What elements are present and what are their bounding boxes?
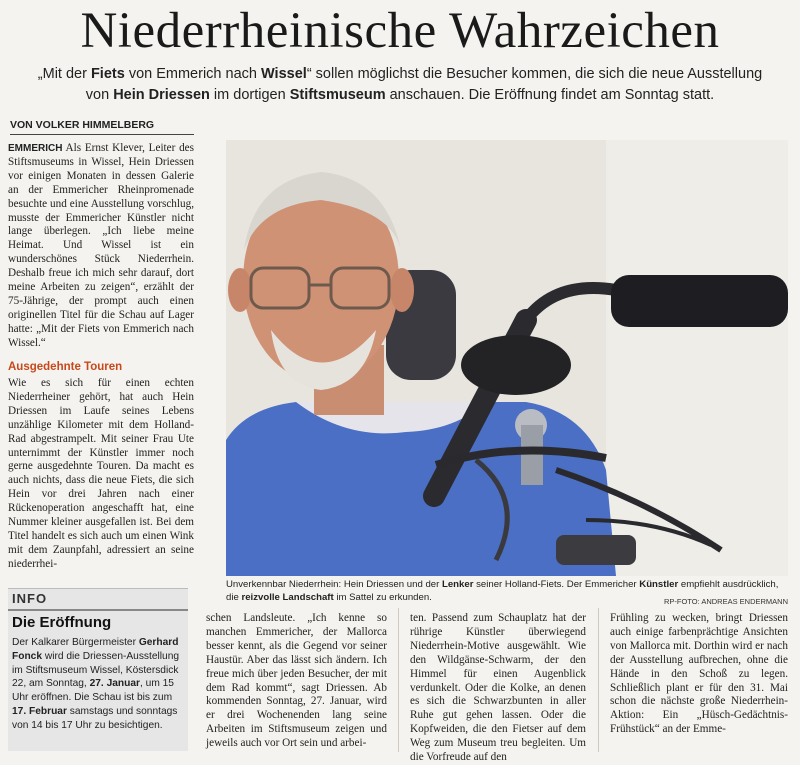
paragraph-text: Als Ernst Klever, Leiter des Stiftsmuseums in Wissel, Hein Driessen vor einigen Monaten in dessen Galerie an der Emmericher Rheinpromenade besuchte und eine Ausstellung vorschlug, musste der Emmericher Künstler nicht lange überlegen. „Ich liebe meine Heimat. Und Wissel ist ein wunderschönes Stück Niederrhein. Deshalb freue ich mich sehr darauf, dort meine Arbeiten zu zeigen“, erzählt der 75-Jährige, der prompt auch einen originellen Titel für die Schau auf Lager hatte: „Mit der Fiets von Emmerich nach Wissel.“ — [8, 142, 194, 349]
caption-text: im Sattel zu erkunden. — [333, 591, 432, 603]
lead-text: im dortigen — [209, 87, 290, 103]
lead-paragraph — [30, 64, 770, 106]
article-column-2: schen Landsleute. „Ich kenne so manchen Emmericher, der Mallorca besser kennt, als die Gegend vor seiner Haustür. Aber das lässt sich ändern. Ich freue mich über jeden Besucher, der mit dem Rad kommt“, sagt Driessen. Ab kommenden Sonntag, 27. Januar, wird er drei Wochenenden lang seine Arbeiten im Stiftsmuseum zeigen und jeweils auch vor Ort sein und arbei- — [206, 612, 387, 750]
lead-text: anschauen. Die Eröffnung findet am Sonntag statt. — [385, 87, 715, 103]
info-divider — [8, 609, 188, 611]
info-text — [12, 636, 184, 733]
article-column-4: Frühling zu wecken, bringt Driessen auch einige farbenprächtige Ansichten von Mallorca mit. Dorthin wird er nach der Ausstellung aufbrechen, ohne die Hände in den Schoß zu legen. Schließlich plant er für den 31. Mai schon die nächste große Niederrhein-Aktion: Ein „Hüsch-Gedächtnis-Frühstück“ an der Emme- — [610, 612, 788, 736]
lead-bold: Hein Driessen — [113, 87, 210, 103]
lead-text: von Emmerich nach — [124, 66, 261, 82]
caption-text: Unverkennbar Niederrhein: Hein Driessen und der — [226, 579, 442, 590]
lead-bold: Fiets — [90, 66, 125, 82]
lead-text: „Mit der — [37, 66, 91, 82]
info-bold: Gerhard Fonck — [12, 637, 179, 662]
byline: VON VOLKER HIMMELBERG — [10, 119, 194, 135]
info-text-part: wird die Driessen-Ausstellung im Stiftsmuseum Wissel, Köstersdick 22, am Sonntag, — [12, 650, 180, 690]
headline: Niederrheinische Wahrzeichen — [80, 3, 720, 59]
lead-text: “ sollen möglichst die Besucher kommen, die sich die neue Ausstellung von — [85, 66, 763, 103]
caption-bold: reizvolle Landschaft — [241, 591, 334, 603]
info-bold: 27. Januar — [89, 678, 140, 690]
column-divider — [398, 608, 399, 752]
lead-bold: Stiftsmuseum — [289, 87, 386, 103]
photo-illustration — [226, 140, 788, 576]
subheading: Ausgedehnte Touren — [8, 361, 123, 373]
info-label: INFO — [12, 591, 48, 606]
lead-bold: Wissel — [261, 66, 307, 82]
dateline-city: EMMERICH — [8, 143, 63, 154]
info-text-part: samstags und sonntags von 14 bis 17 Uhr zu besichtigen. — [12, 705, 178, 731]
article-photo — [226, 140, 788, 576]
caption-bold: Künstler — [639, 579, 679, 590]
info-text-part: , um 15 Uhr eröffnen. Die Schau ist bis zum — [12, 678, 174, 704]
caption-bold: Lenker — [441, 579, 474, 590]
info-title: Die Eröffnung — [12, 614, 112, 631]
column-divider — [598, 608, 599, 752]
caption-text: empfiehlt ausdrücklich, die — [226, 579, 779, 603]
info-text-part: Der Kalkarer Bürgermeister — [12, 637, 139, 648]
info-bold: 17. Februar — [12, 705, 67, 717]
photo-credit: RP-FOTO: ANDREAS ENDERMANN — [663, 597, 788, 606]
article-paragraph-2: Wie es sich für einen echten Niederrheiner gehört, hat auch Hein Driessen im Laufe seines Lebens unzählige Kilometer mit dem Holland-Rad abgestrampelt. Mit seiner Frau Ute unternimmt der Künstler immer noch gerne ausgedehnte Touren. Da macht es auch nichts, dass die neue Fiets, die sich Hein vor drei Jahren nach einer Rückenoperation angeschafft hat, eine Nummer kleiner ausgefallen ist. Bei dem Titel handelt es sich auch um einen Wink mit dem Zaunpfahl, adressiert an seine niederrhei- — [8, 377, 194, 570]
article-column-3: ten. Passend zum Schauplatz hat der rührige Künstler überwiegend Niederrhein-Motive ausgewählt. Wie den Wildgänse-Schwarm, der den Himmel für einen Augenblick verdunkelt. Oder die Kolke, an denen es sich die Schwarzbunten in aller Ruhe gut gehen lassen. Oder die Kopfweiden, die den Fietser auf dem Weg zum Museum treu begleiten. Um die Vorfreude auf den — [410, 612, 586, 764]
article-paragraph-1 — [8, 142, 194, 351]
caption-text: seiner Holland-Fiets. Der Emmericher — [473, 579, 640, 590]
